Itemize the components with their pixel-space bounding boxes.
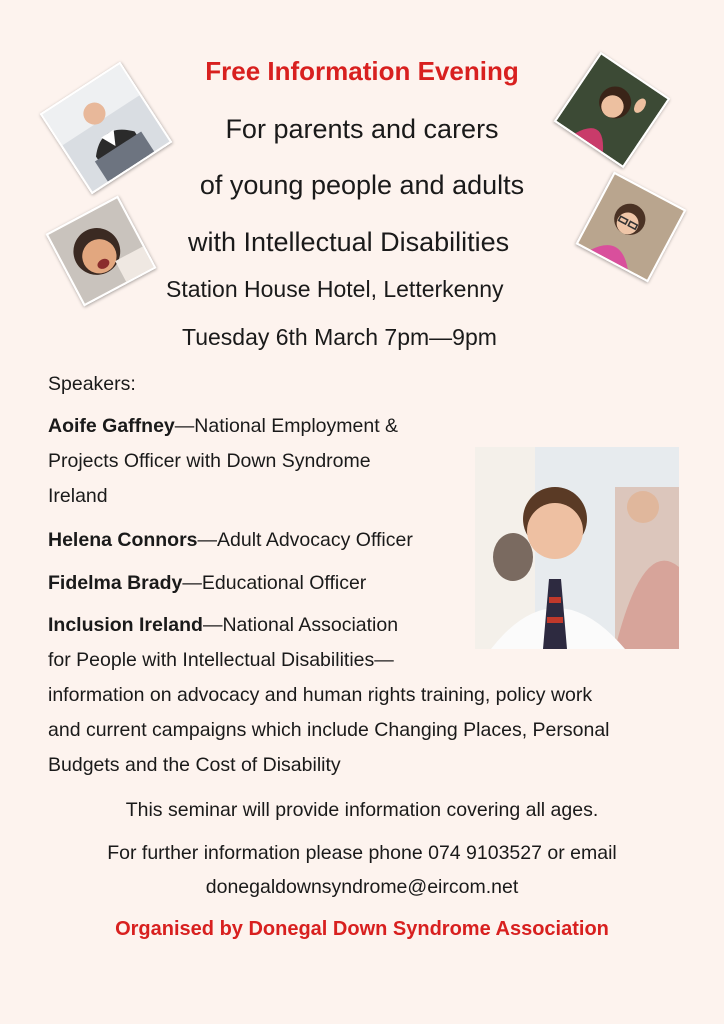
speaker-name: Inclusion Ireland: [48, 614, 203, 636]
event-title: Free Information Evening: [205, 56, 519, 86]
speaker-role-cont: Ireland: [48, 485, 108, 507]
organiser: Organised by Donegal Down Syndrome Association: [115, 918, 609, 940]
speaker-name: Fidelma Brady: [48, 572, 183, 594]
speaker-role-cont: for People with Intellectual Disabilities—: [48, 649, 394, 671]
photo-girl-laughing: [46, 196, 157, 307]
speaker-role-cont: information on advocacy and human rights training, policy work: [48, 684, 593, 706]
venue: Station House Hotel, Letterkenny: [166, 276, 504, 302]
speaker-role: —Educational Officer: [182, 572, 367, 594]
contact-email: donegaldownsyndrome@eircom.net: [205, 876, 519, 898]
seminar-note: This seminar will provide information covering all ages.: [125, 799, 599, 821]
speaker-helena-connors: [48, 523, 413, 558]
speaker-aoife-gaffney: [48, 409, 468, 514]
audience-line-3: with Intellectual Disabilities: [188, 227, 510, 257]
speaker-role: —National Employment &: [174, 415, 399, 437]
contact-line: For further information please phone 074 9103527 or email: [107, 842, 617, 864]
speaker-role-cont: Projects Officer with Down Syndrome: [48, 450, 371, 472]
speakers-heading: Speakers:: [48, 373, 136, 395]
speaker-role-cont: and current campaigns which include Changing Places, Personal: [48, 719, 610, 741]
audience-line-2: of young people and adults: [199, 170, 525, 200]
speaker-name: Helena Connors: [48, 529, 198, 551]
speaker-role: —National Association: [202, 614, 399, 636]
speaker-name: Aoife Gaffney: [48, 415, 175, 437]
speaker-fidelma-brady: [48, 566, 366, 601]
audience-line-1: For parents and carers: [225, 114, 499, 144]
girl-laughing-image: [48, 198, 153, 303]
date-time: Tuesday 6th March 7pm—9pm: [182, 324, 497, 350]
speaker-inclusion-ireland: [48, 608, 688, 783]
speaker-role: —Adult Advocacy Officer: [197, 529, 413, 551]
speaker-role-cont: Budgets and the Cost of Disability: [48, 754, 341, 776]
